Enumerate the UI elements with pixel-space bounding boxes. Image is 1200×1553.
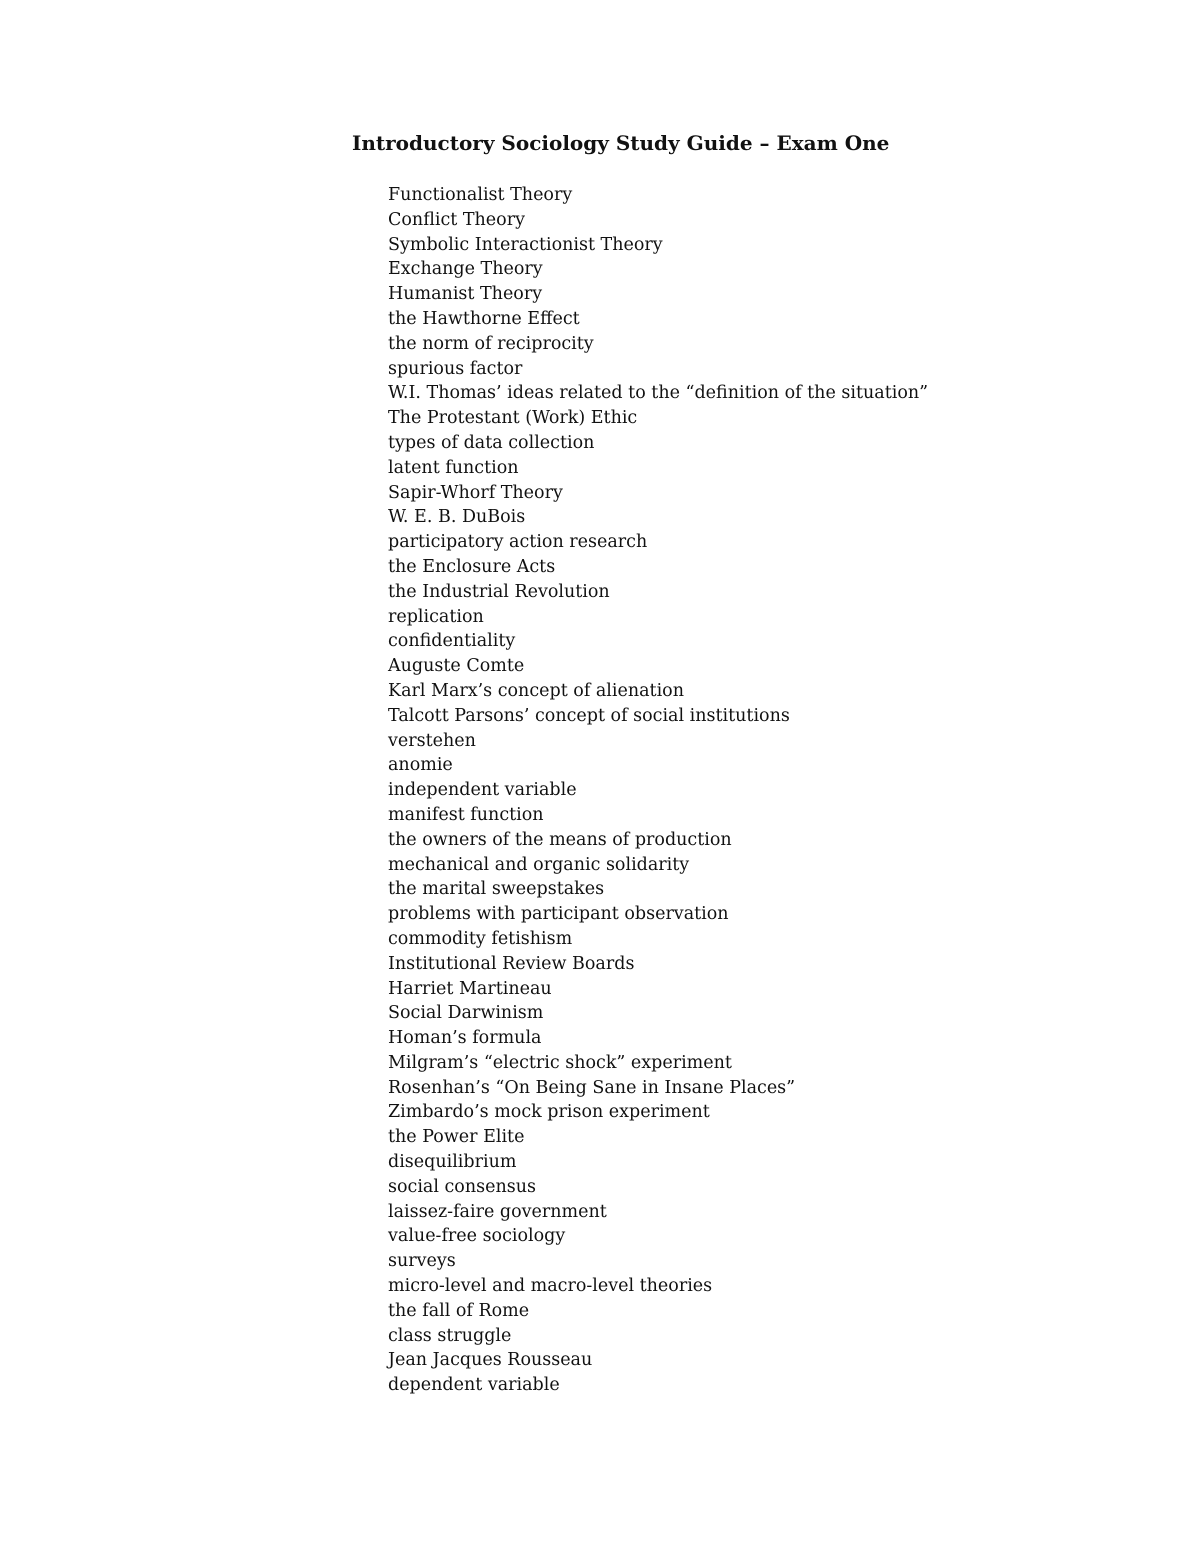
study-term: the owners of the means of production xyxy=(388,829,732,850)
study-term: the norm of reciprocity xyxy=(388,333,594,354)
study-term: Exchange Theory xyxy=(388,259,543,280)
study-term: Jean Jacques Rousseau xyxy=(388,1350,593,1371)
study-term: disequilibrium xyxy=(388,1152,517,1173)
study-term: micro-level and macro-level theories xyxy=(388,1276,713,1297)
study-term: social consensus xyxy=(388,1176,536,1197)
study-term: problems with participant observation xyxy=(388,904,729,925)
study-term: Talcott Parsons’ concept of social institutions xyxy=(388,705,790,726)
study-term: the fall of Rome xyxy=(388,1300,530,1321)
study-term: independent variable xyxy=(388,780,577,801)
study-term: dependent variable xyxy=(388,1375,560,1396)
study-term: Homan’s formula xyxy=(388,1028,542,1049)
study-term: Harriet Martineau xyxy=(388,978,552,999)
study-term: Symbolic Interactionist Theory xyxy=(388,234,663,255)
study-term: Social Darwinism xyxy=(388,1003,544,1024)
study-term: mechanical and organic solidarity xyxy=(388,854,690,875)
study-term: class struggle xyxy=(388,1325,512,1346)
study-term: types of data collection xyxy=(388,432,595,453)
study-term: participatory action research xyxy=(388,532,648,553)
study-term: Auguste Comte xyxy=(388,656,525,677)
study-term: laissez-faire government xyxy=(388,1201,607,1222)
study-term: the marital sweepstakes xyxy=(388,879,605,900)
study-term: Rosenhan’s “On Being Sane in Insane Places” xyxy=(388,1077,796,1098)
study-term: W. E. B. DuBois xyxy=(388,507,526,528)
study-term: Humanist Theory xyxy=(388,284,543,305)
study-term: the Power Elite xyxy=(388,1127,525,1148)
study-term: Sapir-Whorf Theory xyxy=(388,482,563,503)
study-term: anomie xyxy=(388,755,453,776)
study-term: manifest function xyxy=(388,804,544,825)
study-term: verstehen xyxy=(388,730,476,751)
study-term: the Enclosure Acts xyxy=(388,556,556,577)
study-term-list xyxy=(388,183,928,1398)
study-term: surveys xyxy=(388,1251,456,1272)
study-term: spurious factor xyxy=(388,358,523,379)
study-term: Functionalist Theory xyxy=(388,185,573,205)
study-term: confidentiality xyxy=(388,631,516,652)
study-term: the Industrial Revolution xyxy=(388,581,610,602)
study-term: the Hawthorne Effect xyxy=(388,308,580,329)
document-title: Introductory Sociology Study Guide – Exam One xyxy=(352,131,890,155)
study-term: Milgram’s “electric shock” experiment xyxy=(388,1052,732,1073)
study-term: Karl Marx’s concept of alienation xyxy=(388,680,684,701)
study-term: Institutional Review Boards xyxy=(388,953,635,974)
study-term: Conflict Theory xyxy=(388,209,525,230)
study-term: value-free sociology xyxy=(388,1226,566,1247)
study-term: replication xyxy=(388,606,484,627)
study-term: Zimbardo’s mock prison experiment xyxy=(388,1102,710,1123)
study-term: W.I. Thomas’ ideas related to the “definition of the situation” xyxy=(388,383,929,404)
study-term: The Protestant (Work) Ethic xyxy=(388,408,638,429)
study-term: latent function xyxy=(388,457,519,478)
study-term: commodity fetishism xyxy=(388,928,573,949)
